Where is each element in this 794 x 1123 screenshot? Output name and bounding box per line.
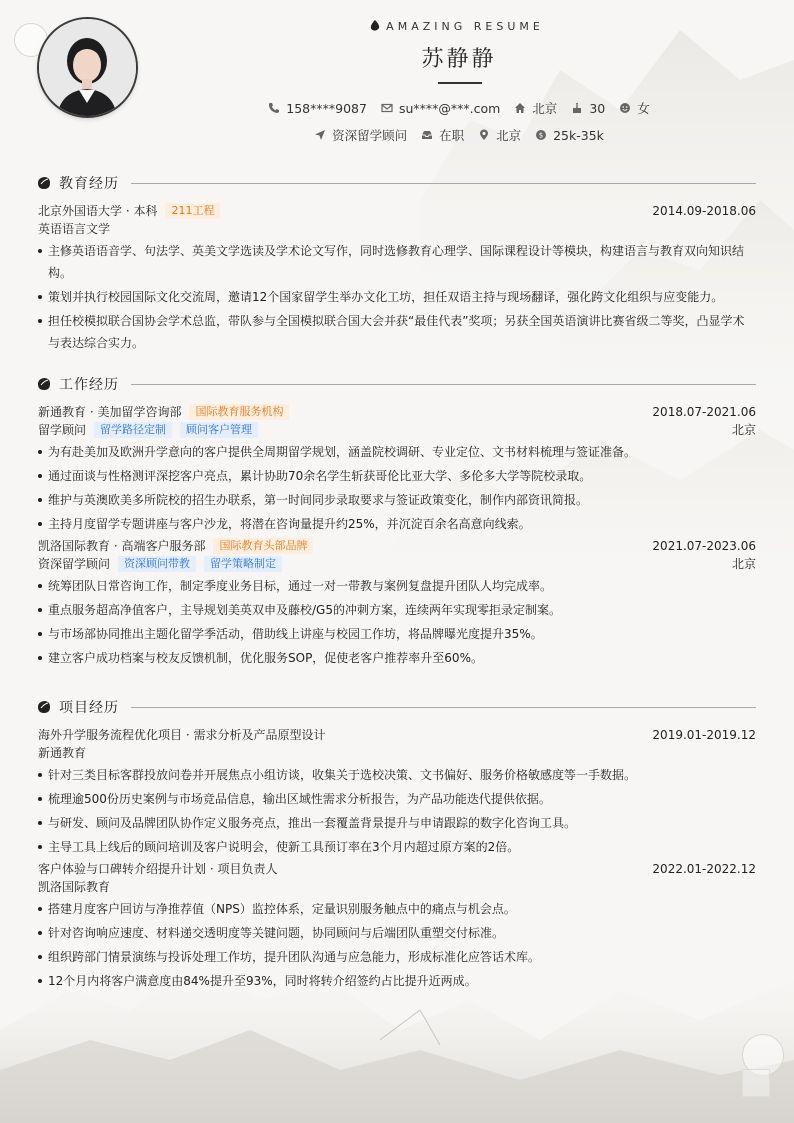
contact-row-2 xyxy=(0,126,794,144)
list-item: 主修英语语音学、句法学、英美文学选读及学术论文写作，同时选修教育心理学、国际课程设计等模块，构建语言与教育双向知识结构。 xyxy=(38,240,756,284)
entry-header xyxy=(38,202,756,220)
salary-text: 25k-35k xyxy=(553,127,604,143)
entry-header xyxy=(38,537,756,555)
project-org-text: 新通教育 xyxy=(38,746,87,760)
bullet-list xyxy=(38,575,756,669)
list-item: 主持月度留学专题讲座与客户沙龙，将潜在咨询量提升约25%，并沉淀百余名高意向线索。 xyxy=(38,513,756,535)
company-name: 新通教育 · 美加留学咨询部 xyxy=(38,405,182,419)
ink-drop-icon xyxy=(370,20,380,31)
contact-status xyxy=(421,126,464,144)
project-entry xyxy=(38,860,756,992)
tagline-text: AMAZING RESUME xyxy=(386,20,544,33)
section-title: 项目经历 xyxy=(59,700,119,716)
contact-phone xyxy=(268,99,367,117)
entry-date: 2018.07-2021.06 xyxy=(652,405,756,419)
project-name: 客户体验与口碑转介绍提升计划 · 项目负责人 xyxy=(38,862,278,876)
home-icon xyxy=(514,102,526,114)
school-tag: 211工程 xyxy=(165,203,220,219)
entry-header xyxy=(38,726,756,744)
major xyxy=(38,220,756,238)
ink-leaf-icon xyxy=(38,701,50,713)
list-item: 为有赴美加及欧洲升学意向的客户提供全周期留学规划，涵盖院校调研、专业定位、文书材料梳理与签证准备。 xyxy=(38,441,756,463)
location-icon xyxy=(478,129,490,141)
contact-age xyxy=(571,99,605,117)
list-item: 与市场部协同推出主题化留学季活动，借助线上讲座与校园工作坊，将品牌曝光度提升35%。 xyxy=(38,623,756,645)
project-entry xyxy=(38,726,756,858)
list-item: 统筹团队日常咨询工作，制定季度业务目标，通过一对一带教与案例复盘提升团队人均完成率。 xyxy=(38,575,756,597)
position-text: 资深留学顾问 xyxy=(332,128,408,143)
list-item: 主导工具上线后的顾问培训及客户说明会，使新工具预订率在3个月内超过原方案的2倍。 xyxy=(38,836,756,858)
entry-date: 2014.09-2018.06 xyxy=(652,204,756,218)
role-tag: 顾问客户管理 xyxy=(180,422,258,438)
role-title: 留学顾问 xyxy=(38,423,87,437)
list-item: 梳理逾500份历史案例与市场竞品信息，输出区域性需求分析报告，为产品功能迭代提供依据。 xyxy=(38,788,756,810)
tagline xyxy=(0,20,794,33)
role-row xyxy=(38,555,756,573)
project-org xyxy=(38,744,756,762)
section-divider xyxy=(131,707,756,708)
list-item: 针对咨询响应速度、材料递交透明度等关键问题，协同顾问与后端团队重塑交付标准。 xyxy=(38,922,756,944)
location-text: 北京 xyxy=(496,128,522,143)
list-item: 通过面谈与性格测评深挖客户亮点，累计协助70余名学生斩获哥伦比亚大学、多伦多大学等院校录取。 xyxy=(38,465,756,487)
role-tag: 留学策略制定 xyxy=(204,556,282,572)
education-section xyxy=(38,173,756,356)
bullet-list xyxy=(38,898,756,992)
major-text: 英语语言文学 xyxy=(38,222,111,236)
role-row xyxy=(38,421,756,439)
inbox-icon xyxy=(421,129,433,141)
list-item: 建立客户成功档案与校友反馈机制，优化服务SOP，促使老客户推荐率升至60%。 xyxy=(38,647,756,669)
ink-leaf-icon xyxy=(38,378,50,390)
send-icon xyxy=(314,129,326,141)
entry-date: 2021.07-2023.06 xyxy=(652,539,756,553)
contact-row-1 xyxy=(0,99,794,117)
work-city: 北京 xyxy=(731,423,756,437)
section-divider xyxy=(131,183,756,184)
smile-icon xyxy=(619,102,631,114)
school-name: 北京外国语大学 · 本科 xyxy=(38,204,158,218)
entry-header xyxy=(38,403,756,421)
contact-location xyxy=(478,126,521,144)
contact-position xyxy=(314,126,407,144)
section-title: 教育经历 xyxy=(59,176,119,192)
mail-icon xyxy=(381,102,393,114)
list-item: 与研发、顾问及品牌团队协作定义服务亮点，推出一套覆盖背景提升与申请跟踪的数字化咨询工具。 xyxy=(38,812,756,834)
bullet-list xyxy=(38,240,756,354)
cake-icon xyxy=(571,102,583,114)
status-text: 在职 xyxy=(439,128,465,143)
candidate-name: 苏静静 xyxy=(421,47,497,72)
list-item: 针对三类目标客群投放问卷并开展焦点小组访谈，收集关于选校决策、文书偏好、服务价格敏感度等一手数据。 xyxy=(38,764,756,786)
project-org-text: 凯洛国际教育 xyxy=(38,880,111,894)
money-icon xyxy=(535,129,547,141)
list-item: 维护与英澳欧美多所院校的招生办联系，第一时间同步录取要求与签证政策变化，制作内部资讯简报。 xyxy=(38,489,756,511)
company-tag: 国际教育头部品牌 xyxy=(213,538,313,554)
list-item: 搭建月度客户回访与净推荐值（NPS）监控体系，定量识别服务触点中的痛点与机会点。 xyxy=(38,898,756,920)
phone-text: 158****9087 xyxy=(286,100,367,116)
work-entry xyxy=(38,403,756,535)
ink-leaf-icon xyxy=(38,177,50,189)
work-city: 北京 xyxy=(731,557,756,571)
list-item: 12个月内将客户满意度由84%提升至93%，同时将转介绍签约占比提升近两成。 xyxy=(38,970,756,992)
list-item: 组织跨部门情景演练与投诉处理工作坊，提升团队沟通与应急能力，形成标准化应答话术库。 xyxy=(38,946,756,968)
work-entry xyxy=(38,537,756,669)
list-item: 策划并执行校园国际文化交流周，邀请12个国家留学生举办文化工坊，担任双语主持与现场翻译，强化跨文化组织与应变能力。 xyxy=(38,286,756,308)
age-text: 30 xyxy=(589,100,606,116)
company-name: 凯洛国际教育 · 高端客户服务部 xyxy=(38,539,206,553)
project-org xyxy=(38,878,756,896)
work-section xyxy=(38,374,756,671)
contact-gender xyxy=(619,99,650,117)
phone-icon xyxy=(268,102,280,114)
svg-text:$: $ xyxy=(538,131,544,140)
list-item: 重点服务超高净值客户，主导规划美英双申及藤校/G5的冲刺方案，连续两年实现零拒录定制案。 xyxy=(38,599,756,621)
entry-date: 2019.01-2019.12 xyxy=(652,728,756,742)
section-title: 工作经历 xyxy=(59,377,119,393)
name-underline xyxy=(438,82,482,84)
project-name: 海外升学服务流程优化项目 · 需求分析及产品原型设计 xyxy=(38,728,326,742)
section-header xyxy=(38,374,756,394)
role-title: 资深留学顾问 xyxy=(38,557,111,571)
section-header xyxy=(38,697,756,717)
role-tag: 资深顾问带教 xyxy=(118,556,196,572)
section-divider xyxy=(131,384,756,385)
bullet-list xyxy=(38,764,756,858)
contact-salary xyxy=(535,126,604,144)
projects-section xyxy=(38,697,756,994)
section-header xyxy=(38,173,756,193)
city-text: 北京 xyxy=(532,101,558,116)
entry-date: 2022.01-2022.12 xyxy=(652,862,756,876)
list-item: 担任校模拟联合国协会学术总监，带队参与全国模拟联合国大会并获“最佳代表”奖项；另获全国英语演讲比赛省级二等奖，凸显学术与表达综合实力。 xyxy=(38,310,756,354)
entry-header xyxy=(38,860,756,878)
contact-email xyxy=(381,99,500,117)
company-tag: 国际教育服务机构 xyxy=(189,404,289,420)
role-tag: 留学路径定制 xyxy=(94,422,172,438)
contact-city xyxy=(514,99,557,117)
scroll-top-button[interactable] xyxy=(742,1069,770,1097)
gender-text: 女 xyxy=(637,101,650,116)
education-entry xyxy=(38,202,756,354)
bullet-list xyxy=(38,441,756,535)
email-text: su****@***.com xyxy=(398,100,501,116)
